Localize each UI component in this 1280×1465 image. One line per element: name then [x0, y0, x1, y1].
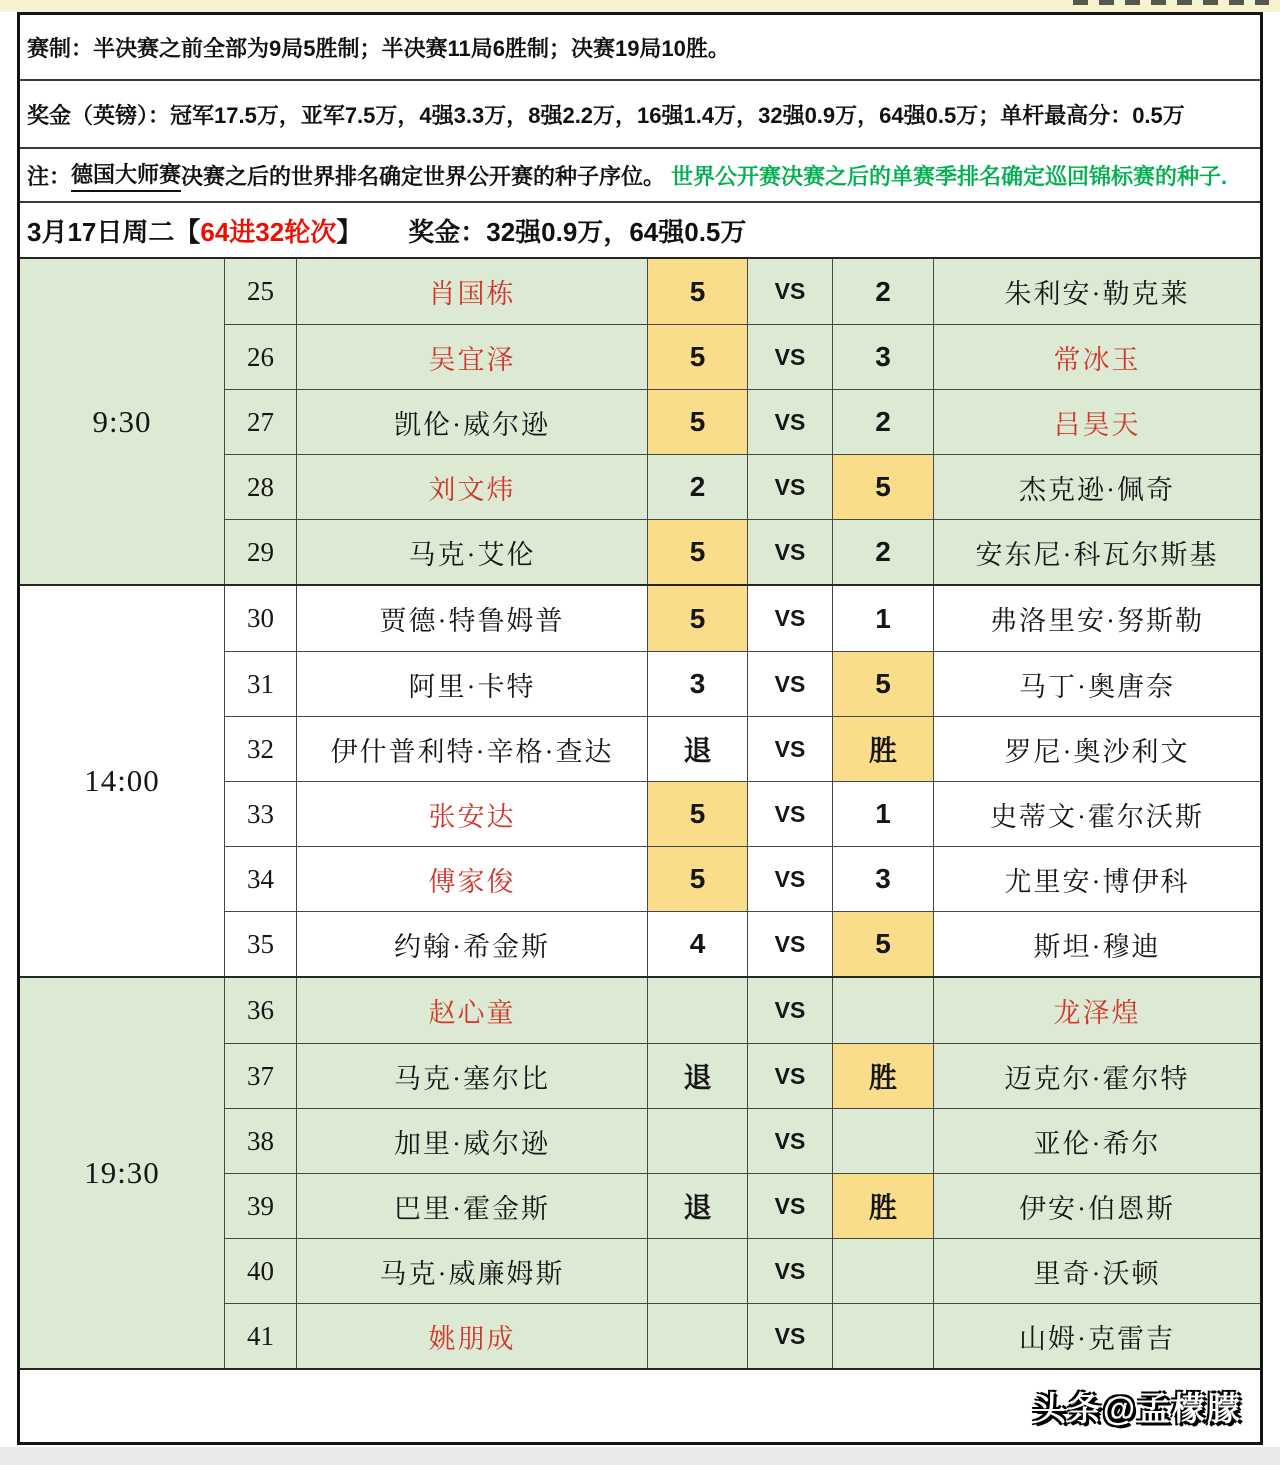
vs-label: VS — [747, 651, 832, 716]
player2-score: 胜 — [832, 1173, 933, 1238]
player2-score: 胜 — [832, 1043, 933, 1108]
bottom-strip — [0, 1447, 1280, 1465]
player1-name: 约翰·希金斯 — [296, 911, 647, 976]
player1-score — [647, 1238, 747, 1303]
player2-score: 1 — [832, 586, 933, 651]
table-footer — [20, 1368, 1260, 1442]
player2-score: 3 — [832, 846, 933, 911]
player1-name: 张安达 — [296, 781, 647, 846]
player1-name: 贾德·特鲁姆普 — [296, 586, 647, 651]
match-number: 36 — [224, 978, 296, 1043]
player1-score — [647, 1108, 747, 1173]
vs-label: VS — [747, 259, 832, 324]
vs-label: VS — [747, 978, 832, 1043]
player1-score: 3 — [647, 651, 747, 716]
prize-text: 奖金（英镑）：冠军17.5万，亚军7.5万，4强3.3万，8强2.2万，16强1.4万，32强0.9万，64强0.5万；单杆最高分：0.5万 — [27, 102, 1185, 128]
session-time: 19:30 — [84, 1155, 160, 1190]
player1-score — [647, 1303, 747, 1368]
match-number: 35 — [224, 911, 296, 976]
date-prize: 奖金：32强0.9万，64强0.5万 — [408, 216, 747, 247]
player2-score: 2 — [832, 389, 933, 454]
player2-score: 3 — [832, 324, 933, 389]
session-time: 14:00 — [84, 763, 160, 798]
session-time: 9:30 — [92, 403, 152, 439]
player1-name: 吴宜泽 — [296, 324, 647, 389]
player1-name: 马克·艾伦 — [296, 519, 647, 584]
player1-score: 2 — [647, 454, 747, 519]
player1-name: 伊什普利特·辛格·查达 — [296, 716, 647, 781]
match-number: 28 — [224, 454, 296, 519]
prize-row — [20, 81, 1260, 149]
player2-name: 亚伦·希尔 — [933, 1108, 1260, 1173]
player1-name: 肖国栋 — [296, 259, 647, 324]
player2-name: 龙泽煌 — [933, 978, 1260, 1043]
player1-name: 凯伦·威尔逊 — [296, 389, 647, 454]
match-number: 38 — [224, 1108, 296, 1173]
player2-name: 朱利安·勒克莱 — [933, 259, 1260, 324]
player1-score — [647, 978, 747, 1043]
player1-name: 巴里·霍金斯 — [296, 1173, 647, 1238]
player2-score: 2 — [832, 519, 933, 584]
note-prefix: 注： — [27, 163, 72, 189]
player1-score: 4 — [647, 911, 747, 976]
vs-label: VS — [747, 324, 832, 389]
watermark: 头条@孟檬朦 — [1032, 1389, 1242, 1427]
player2-name: 马丁·奥唐奈 — [933, 651, 1260, 716]
match-number: 29 — [224, 519, 296, 584]
player1-name: 姚朋成 — [296, 1303, 647, 1368]
date-row — [20, 203, 1260, 259]
player2-name: 迈克尔·霍尔特 — [933, 1043, 1260, 1108]
player1-score: 5 — [647, 781, 747, 846]
match-number: 30 — [224, 586, 296, 651]
date-suffix: 】 — [336, 216, 363, 247]
player2-name: 伊安·伯恩斯 — [933, 1173, 1260, 1238]
match-number: 33 — [224, 781, 296, 846]
note-green-text: 世界公开赛决赛之后的单赛季排名确定巡回锦标赛的种子. — [671, 163, 1228, 189]
player1-score: 5 — [647, 846, 747, 911]
player1-name: 马克·威廉姆斯 — [296, 1238, 647, 1303]
match-table — [20, 259, 1260, 1368]
format-rule-row — [20, 15, 1260, 81]
match-number: 32 — [224, 716, 296, 781]
player2-score: 5 — [832, 454, 933, 519]
player2-name: 里奇·沃顿 — [933, 1238, 1260, 1303]
player2-name: 尤里安·博伊科 — [933, 846, 1260, 911]
player1-score: 5 — [647, 324, 747, 389]
date-prefix: 3月17日周二【 — [27, 216, 201, 247]
player1-name: 赵心童 — [296, 978, 647, 1043]
vs-label: VS — [747, 1173, 832, 1238]
player2-score — [832, 978, 933, 1043]
top-strip — [0, 0, 1280, 12]
player2-score: 胜 — [832, 716, 933, 781]
player1-score: 5 — [647, 389, 747, 454]
player2-score: 2 — [832, 259, 933, 324]
player2-name: 史蒂文·霍尔沃斯 — [933, 781, 1260, 846]
player2-name: 吕昊天 — [933, 389, 1260, 454]
player2-score: 5 — [832, 651, 933, 716]
match-number: 37 — [224, 1043, 296, 1108]
vs-label: VS — [747, 846, 832, 911]
player2-score: 5 — [832, 911, 933, 976]
vs-label: VS — [747, 781, 832, 846]
match-number: 34 — [224, 846, 296, 911]
note-underlined: 德国大师赛 — [71, 158, 181, 192]
player1-name: 刘文炜 — [296, 454, 647, 519]
player1-score: 退 — [647, 1043, 747, 1108]
round-label: 64进32轮次 — [200, 216, 337, 247]
match-number: 27 — [224, 389, 296, 454]
vs-label: VS — [747, 1043, 832, 1108]
session-block — [20, 976, 1260, 1368]
player2-name: 安东尼·科瓦尔斯基 — [933, 519, 1260, 584]
vs-label: VS — [747, 586, 832, 651]
session-block — [20, 584, 1260, 976]
player1-name: 马克·塞尔比 — [296, 1043, 647, 1108]
vs-label: VS — [747, 519, 832, 584]
player2-name: 罗尼·奥沙利文 — [933, 716, 1260, 781]
player2-name: 山姆·克雷吉 — [933, 1303, 1260, 1368]
player1-score: 退 — [647, 1173, 747, 1238]
player1-name: 阿里·卡特 — [296, 651, 647, 716]
player1-score: 5 — [647, 259, 747, 324]
cropped-text-fragment — [1073, 0, 1269, 5]
content-frame — [17, 12, 1263, 1445]
note-rest: 决赛之后的世界排名确定世界公开赛的种子序位。 — [181, 163, 666, 189]
vs-label: VS — [747, 1303, 832, 1368]
player2-name: 弗洛里安·努斯勒 — [933, 586, 1260, 651]
player1-name: 傅家俊 — [296, 846, 647, 911]
vs-label: VS — [747, 389, 832, 454]
match-number: 26 — [224, 324, 296, 389]
vs-label: VS — [747, 454, 832, 519]
format-rule-text: 赛制：半决赛之前全部为9局5胜制；半决赛11局6胜制；决赛19局10胜。 — [27, 35, 730, 61]
player1-score: 5 — [647, 519, 747, 584]
match-number: 41 — [224, 1303, 296, 1368]
note-row — [20, 149, 1260, 203]
player2-score — [832, 1108, 933, 1173]
player2-name: 常冰玉 — [933, 324, 1260, 389]
player2-name: 杰克逊·佩奇 — [933, 454, 1260, 519]
player1-score: 退 — [647, 716, 747, 781]
player1-score: 5 — [647, 586, 747, 651]
match-number: 40 — [224, 1238, 296, 1303]
vs-label: VS — [747, 911, 832, 976]
player2-name: 斯坦·穆迪 — [933, 911, 1260, 976]
match-number: 31 — [224, 651, 296, 716]
vs-label: VS — [747, 1238, 832, 1303]
player2-score — [832, 1238, 933, 1303]
vs-label: VS — [747, 1108, 832, 1173]
player2-score: 1 — [832, 781, 933, 846]
vs-label: VS — [747, 716, 832, 781]
player2-score — [832, 1303, 933, 1368]
player1-name: 加里·威尔逊 — [296, 1108, 647, 1173]
match-number: 25 — [224, 259, 296, 324]
match-number: 39 — [224, 1173, 296, 1238]
session-block — [20, 259, 1260, 584]
